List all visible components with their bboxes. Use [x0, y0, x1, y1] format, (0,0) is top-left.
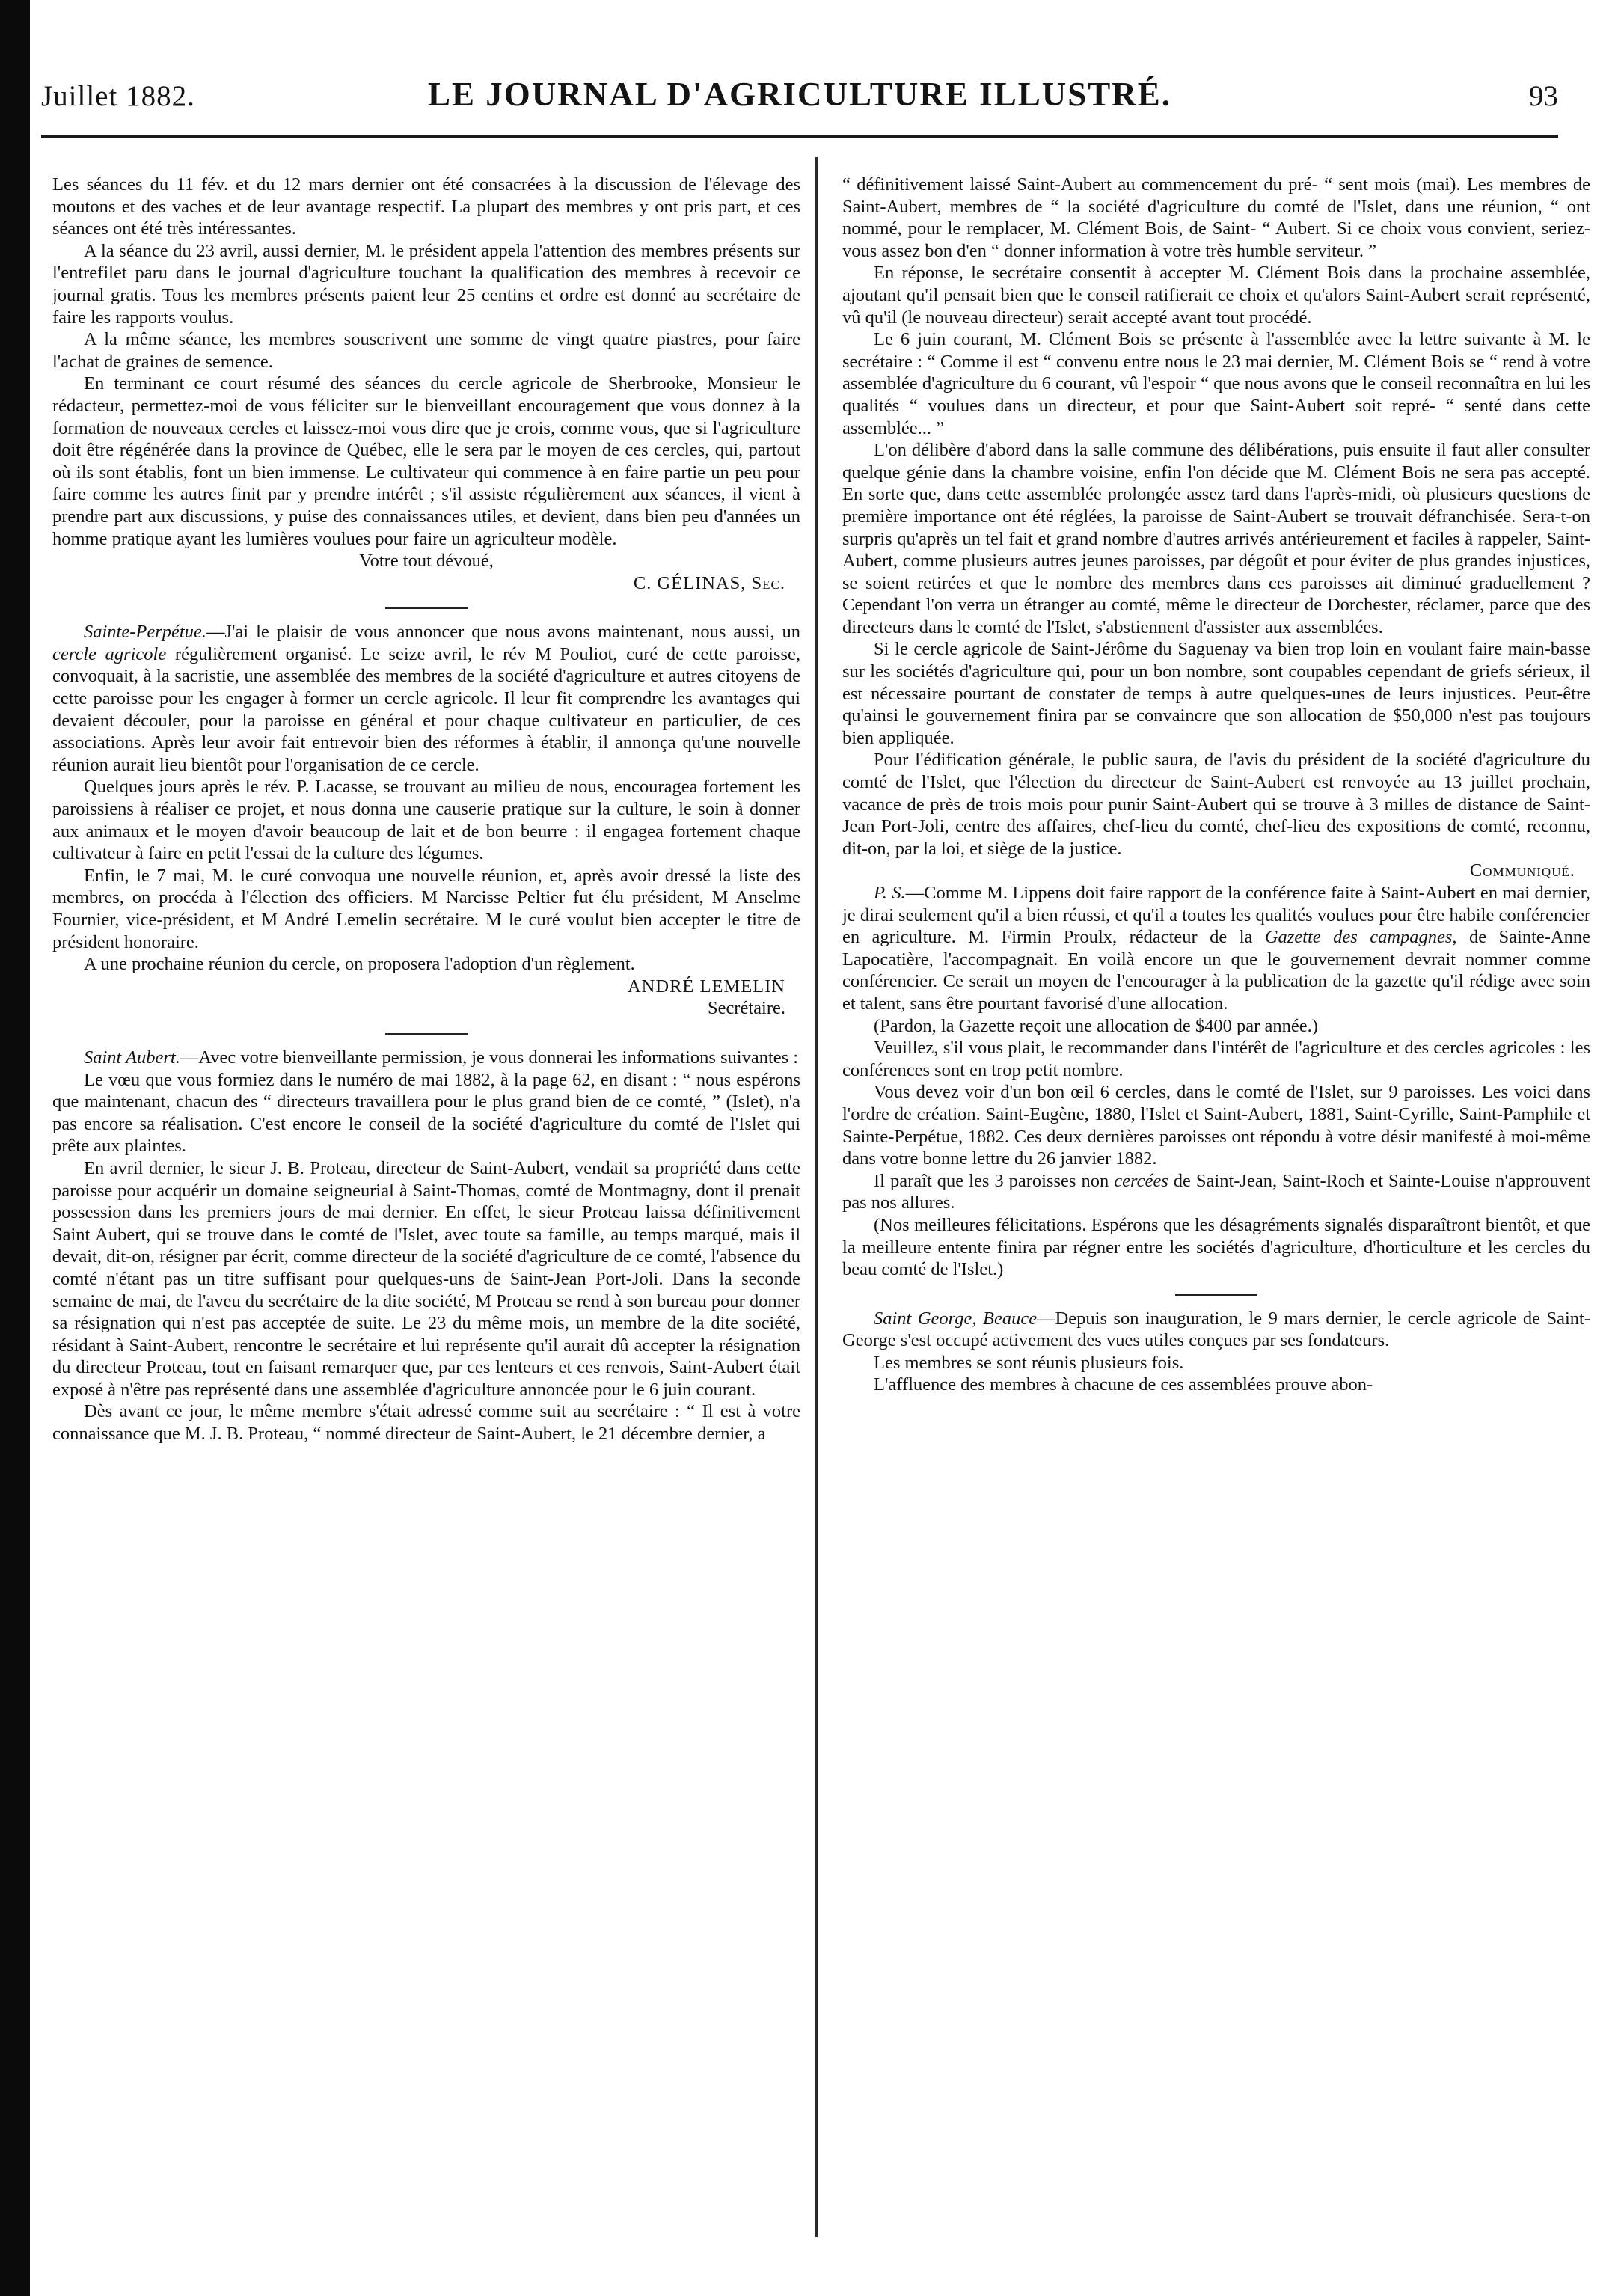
place-name: Sainte-Perpétue. — [84, 622, 206, 643]
paragraph: Les séances du 11 fév. et du 12 mars dernier ont été consacrées à la discussion de l'élevage des moutons et des vaches et de leur avantage respectif. La plupart des membres y ont pris part, et ces séances ont été très intéressantes. — [52, 174, 800, 239]
paragraph: Quelques jours après le rév. P. Lacasse, se trouvant au milieu de nous, encouragea fortement les paroissiens à réaliser ce projet, et nous donna une causerie pratique sur la culture, le soin à donner aux animaux et le moyen d'avoir beaucoup de lait et de bon beurre : il engagea fortement chaque cultivateur à faire en petit l'essai de la culture des légumes. — [52, 777, 800, 864]
journal-title: LE JOURNAL D'AGRICULTURE ILLUSTRÉ. — [427, 76, 1172, 113]
signature-title: Secrétaire. — [707, 998, 785, 1019]
paragraph: (Pardon, la Gazette reçoit une allocation de $400 par année.) — [874, 1015, 1318, 1036]
page-number: 93 — [1529, 80, 1558, 112]
left-column — [52, 174, 800, 2276]
paragraph: Saint Aubert.—Avec votre bienveillante permission, je vous donnerai les informations suivantes : — [84, 1047, 799, 1068]
header-date: Juillet 1882. — [41, 80, 195, 112]
column-rule — [815, 157, 818, 2237]
paragraph: Si le cercle agricole de Saint-Jérôme du Saguenay va bien trop loin en voulant faire main-basse sur les sociétés d'agriculture qui, pour un bon nombre, sont coupables cependant de griefs sérieux, il est nécessaire pourtant de constater de temps à autre quelques-unes de leurs injustices. Peut-être qu'ainsi le gouvernement finira par se convaincre que son allocation de $50,000 n'est pas toujours bien appliquée. — [842, 639, 1590, 748]
section-separator — [385, 1033, 468, 1035]
paragraph: A la même séance, les membres souscrivent une somme de vingt quatre piastres, pour faire l'achat de graines de semence. — [52, 329, 800, 372]
paragraph: En réponse, le secrétaire consentit à accepter M. Clément Bois dans la prochaine assemblée, ajoutant qu'il pensait bien que le conseil ratifierait ce choix et qu'alors Saint-Aubert serait représenté, vû qu'il (le nouveau directeur) serait accepté avant tout procédé. — [842, 263, 1590, 328]
paragraph: L'on délibère d'abord dans la salle commune des délibérations, puis ensuite il faut aller consulter quelque génie dans la chambre voisine, enfin l'on décide que M. Clément Bois ne sera pas accepté. En sorte que, dans cette assemblée prolongée assez tard dans l'après-midi, où plusieurs questions de première importance ont été réglées, la paroisse de Saint-Aubert se trouvait défranchisée. Sera-t-on surpris qu'après un tel fait et grand nombre d'autres arrivés antérieurement et faciles à rappeler, Saint-Aubert, comme plusieurs autres jeunes paroisses, par dégoût et pour éviter de plus grandes injustices, se soient retirées et que le nombre des membres dans ces paroisses ait diminué graduellement ? Cependant l'on verra un étranger au comté, même le directeur de Dorchester, réclamer, parce que des directeurs dans le comté de l'Islet, s'abstiennent d'assister aux assemblées. — [842, 440, 1590, 637]
paragraph: Veuillez, s'il vous plait, le recommander dans l'intérêt de l'agriculture et des cercles agricoles : les conférences sont en trop petit nombre. — [842, 1038, 1590, 1080]
letter-closing: Votre tout dévoué, — [359, 551, 494, 572]
communique-label: Communiqué. — [1469, 860, 1575, 881]
ps-label: P. S. — [874, 883, 906, 903]
paragraph: Le 6 juin courant, M. Clément Bois se présente à l'assemblée avec la lettre suivante à M. le secrétaire : “ Comme il est “ convenu entre nous le 23 mai dernier, M. Clément Bois se “ rend à votre assemblée d'agriculture du 6 courant, vû l'espoir “ que nous avons que le conseil reconnaîtra en lui les qualités “ voulues dans un directeur, et pour que Saint-Aubert soit repré- “ senté dans cette assemblée... ” — [842, 329, 1590, 438]
paragraph: Dès avant ce jour, le même membre s'était adressé comme suit au secrétaire : “ Il est à votre connaissance que M. J. B. Proteau, “ nommé directeur de Saint-Aubert, le 21 décembre dernier, a — [52, 1401, 800, 1445]
signature: C. GÉLINAS, Sec. — [633, 572, 785, 593]
paragraph: Le vœu que vous formiez dans le numéro de mai 1882, à la page 62, en disant : “ nous espérons que maintenant, chacun des “ directeurs travaillera pour le plus grand bien de ce comté, ” (Islet), n'a pas encore sa réalisation. C'est encore le conseil de la société d'agriculture du comté de l'Islet qui prête aux plaintes. — [52, 1069, 800, 1157]
paragraph: “ définitivement laissé Saint-Aubert au commencement du pré- “ sent mois (mai). Les membres de Saint-Aubert, membres de “ la société d'agriculture du comté de l'Islet, dans une réunion, “ ont nommé, pour le remplacer, M. Clément Bois, de Saint- “ Aubert. Si ce choix vous convient, seriez-vous assez bon d'en “ donner information à votre très humble serviteur. ” — [842, 174, 1590, 261]
paragraph: Sainte-Perpétue.—J'ai le plaisir de vous annoncer que nous avons maintenant, nous aussi, un cercle agricole régulièrement organisé. Le seize avril, le rév M Pouliot, curé de cette paroisse, convoquait, à la sacristie, une assemblée des membres de la société d'agriculture et autres citoyens de cette paroisse pour les engager à former un cercle agricole. Il leur fit comprendre les avantages qui devaient découler, pour la paroisse en général et pour chaque cultivateur en particulier, de ces associations. Après leur avoir fait entrevoir bien des réformes à établir, il annonça qu'une nouvelle réunion aurait lieu bientôt pour l'organisation de ce cercle. — [52, 622, 800, 775]
place-name: Saint George, Beauce — [874, 1308, 1038, 1329]
paragraph: P. S.—Comme M. Lippens doit faire rapport de la conférence faite à Saint-Aubert en mai dernier, je dirai seulement qu'il a bien réussi, et qu'il a toutes les qualités voulues pour être habile conférencier en agriculture. M. Firmin Proulx, rédacteur de la Gazette des campagnes, de Sainte-Anne Lapocatière, l'accompagnait. En voilà encore un que le gouvernement devrait nommer comme conférencier. Ce serait un moyen de l'encourager à la publication de la gazette qu'il rédige avec soin et talent, sans être pourtant favorisé d'une allocation. — [842, 883, 1590, 1014]
publication-title: Gazette des campagnes, — [1264, 927, 1457, 948]
emphasis-term: cercle agricole — [52, 643, 167, 664]
paragraph: Vous devez voir d'un bon œil 6 cercles, dans le comté de l'Islet, sur 9 paroisses. Les voici dans l'ordre de création. Saint-Eugène, 1880, l'Islet et Saint-Aubert, 1881, Saint-Cyrille, Saint-Pamphile et Sainte-Perpétue, 1882. Ces deux dernières paroisses ont répondu à votre désir manifesté à moi-même dans votre bonne lettre du 26 janvier 1882. — [842, 1082, 1590, 1169]
right-column — [842, 174, 1590, 2276]
emphasis-term: cercées — [1114, 1170, 1168, 1191]
page-header — [41, 75, 1558, 127]
header-rule — [41, 135, 1558, 138]
section-separator — [1175, 1294, 1257, 1296]
paragraph: En avril dernier, le sieur J. B. Proteau, directeur de Saint-Aubert, vendait sa propriété dans cette paroisse pour acquérir un domaine seigneurial à Saint-Thomas, comté de Montmagny, dont il prenait possession dans les premiers jours de mai dernier. En effet, le sieur Proteau laissa définitivement Saint Aubert, qui se trouve dans le comté de l'Islet, avec toute sa famille, au temps marqué, mais il devait, dit-on, résigner par écrit, comme directeur de la société d'agriculture de ce comté, l'absence du comté n'étant pas un titre suffisant pour quelques-uns de Saint-Jean Port-Joli. Dans la seconde semaine de mai, de l'aveu du secrétaire de la dite société, M Proteau se rend à son bureau pour donner sa résignation qui n'est pas acceptée de suite. Le 23 du même mois, un membre de la dite société, résidant à Saint-Aubert, rencontre le secrétaire et lui représente qu'il aurait dû accepter la résignation du directeur Proteau, tout en faisant remarquer que, par ces lenteurs et ces renvois, Saint-Aubert était exposé à n'être pas représenté dans une assemblée d'agriculture annoncée pour le 6 juin courant. — [52, 1157, 800, 1400]
paragraph: Saint George, Beauce—Depuis son inauguration, le 9 mars dernier, le cercle agricole de Saint-George s'est occupé activement des vues utiles conçues par ses fondateurs. — [842, 1308, 1590, 1351]
paragraph: Enfin, le 7 mai, M. le curé convoqua une nouvelle réunion, et, après avoir dressé la liste des membres, on procéda à l'élection des officiers. M Narcisse Peltier fut élu président, M Anselme Fournier, vice-président, et M André Lemelin secrétaire. M le curé voulut bien accepter le titre de président honoraire. — [52, 865, 800, 952]
paragraph: En terminant ce court résumé des séances du cercle agricole de Sherbrooke, Monsieur le rédacteur, permettez-moi de vous féliciter sur le bienveillant encouragement que vous donnez à la formation de nouveaux cercles et laissez-moi vous dire que je crois, comme vous, que si l'agriculture doit être régénérée dans la province de Québec, elle le sera par le moyen de ces cercles, qui, partout où ils sont établis, font un bien immense. Le cultivateur qui commence à en faire partie un peu pour faire comme les autres finit par y prendre intérêt ; s'il assiste régulièrement aux séances, il vient à prendre part aux discussions, y puise des connaissances utiles, et devient, dans bien peu d'années un homme pratique ayant les lumières voulues pour faire un agriculteur modèle. — [52, 373, 800, 549]
paragraph: Les membres se sont réunis plusieurs fois. — [874, 1352, 1184, 1373]
paragraph: Pour l'édification générale, le public saura, de l'avis du président de la société d'agriculture du comté de l'Islet, que l'élection du directeur de Saint-Aubert est renvoyée au 13 juillet prochain, vacance de près de trois mois pour punir Saint-Aubert qui se trouve à 3 milles de distance de Saint-Jean Port-Joli, centre des affaires, chef-lieu du comté, chef-lieu des expositions de comté, reconnu, dit-on, par la loi, et siège de la justice. — [842, 750, 1590, 859]
paragraph: (Nos meilleures félicitations. Espérons que les désagréments signalés disparaîtront bientôt, et que la meilleure entente finira par régner entre les sociétés d'agriculture, d'horticulture et les cercles du beau comté de l'Islet.) — [842, 1214, 1590, 1280]
paragraph: A la séance du 23 avril, aussi dernier, M. le président appela l'attention des membres présents sur l'entrefilet paru dans le journal d'agriculture touchant la qualification des membres à recevoir ce journal gratis. Tous les membres présents paient leur 25 centins et ordre est donné au secrétaire de faire les rapports voulus. — [52, 240, 800, 328]
paragraph: A une prochaine réunion du cercle, on proposera l'adoption d'un règlement. — [84, 954, 635, 975]
binding-edge — [0, 0, 30, 2296]
paragraph: Il paraît que les 3 paroisses non cercées de Saint-Jean, Saint-Roch et Sainte-Louise n'approuvent pas nos allures. — [842, 1170, 1590, 1213]
place-name: Saint Aubert. — [84, 1047, 180, 1068]
section-separator — [385, 607, 468, 609]
paragraph: L'affluence des membres à chacune de ces assemblées prouve abon- — [874, 1374, 1373, 1395]
signature: ANDRÉ LEMELIN — [627, 976, 785, 997]
